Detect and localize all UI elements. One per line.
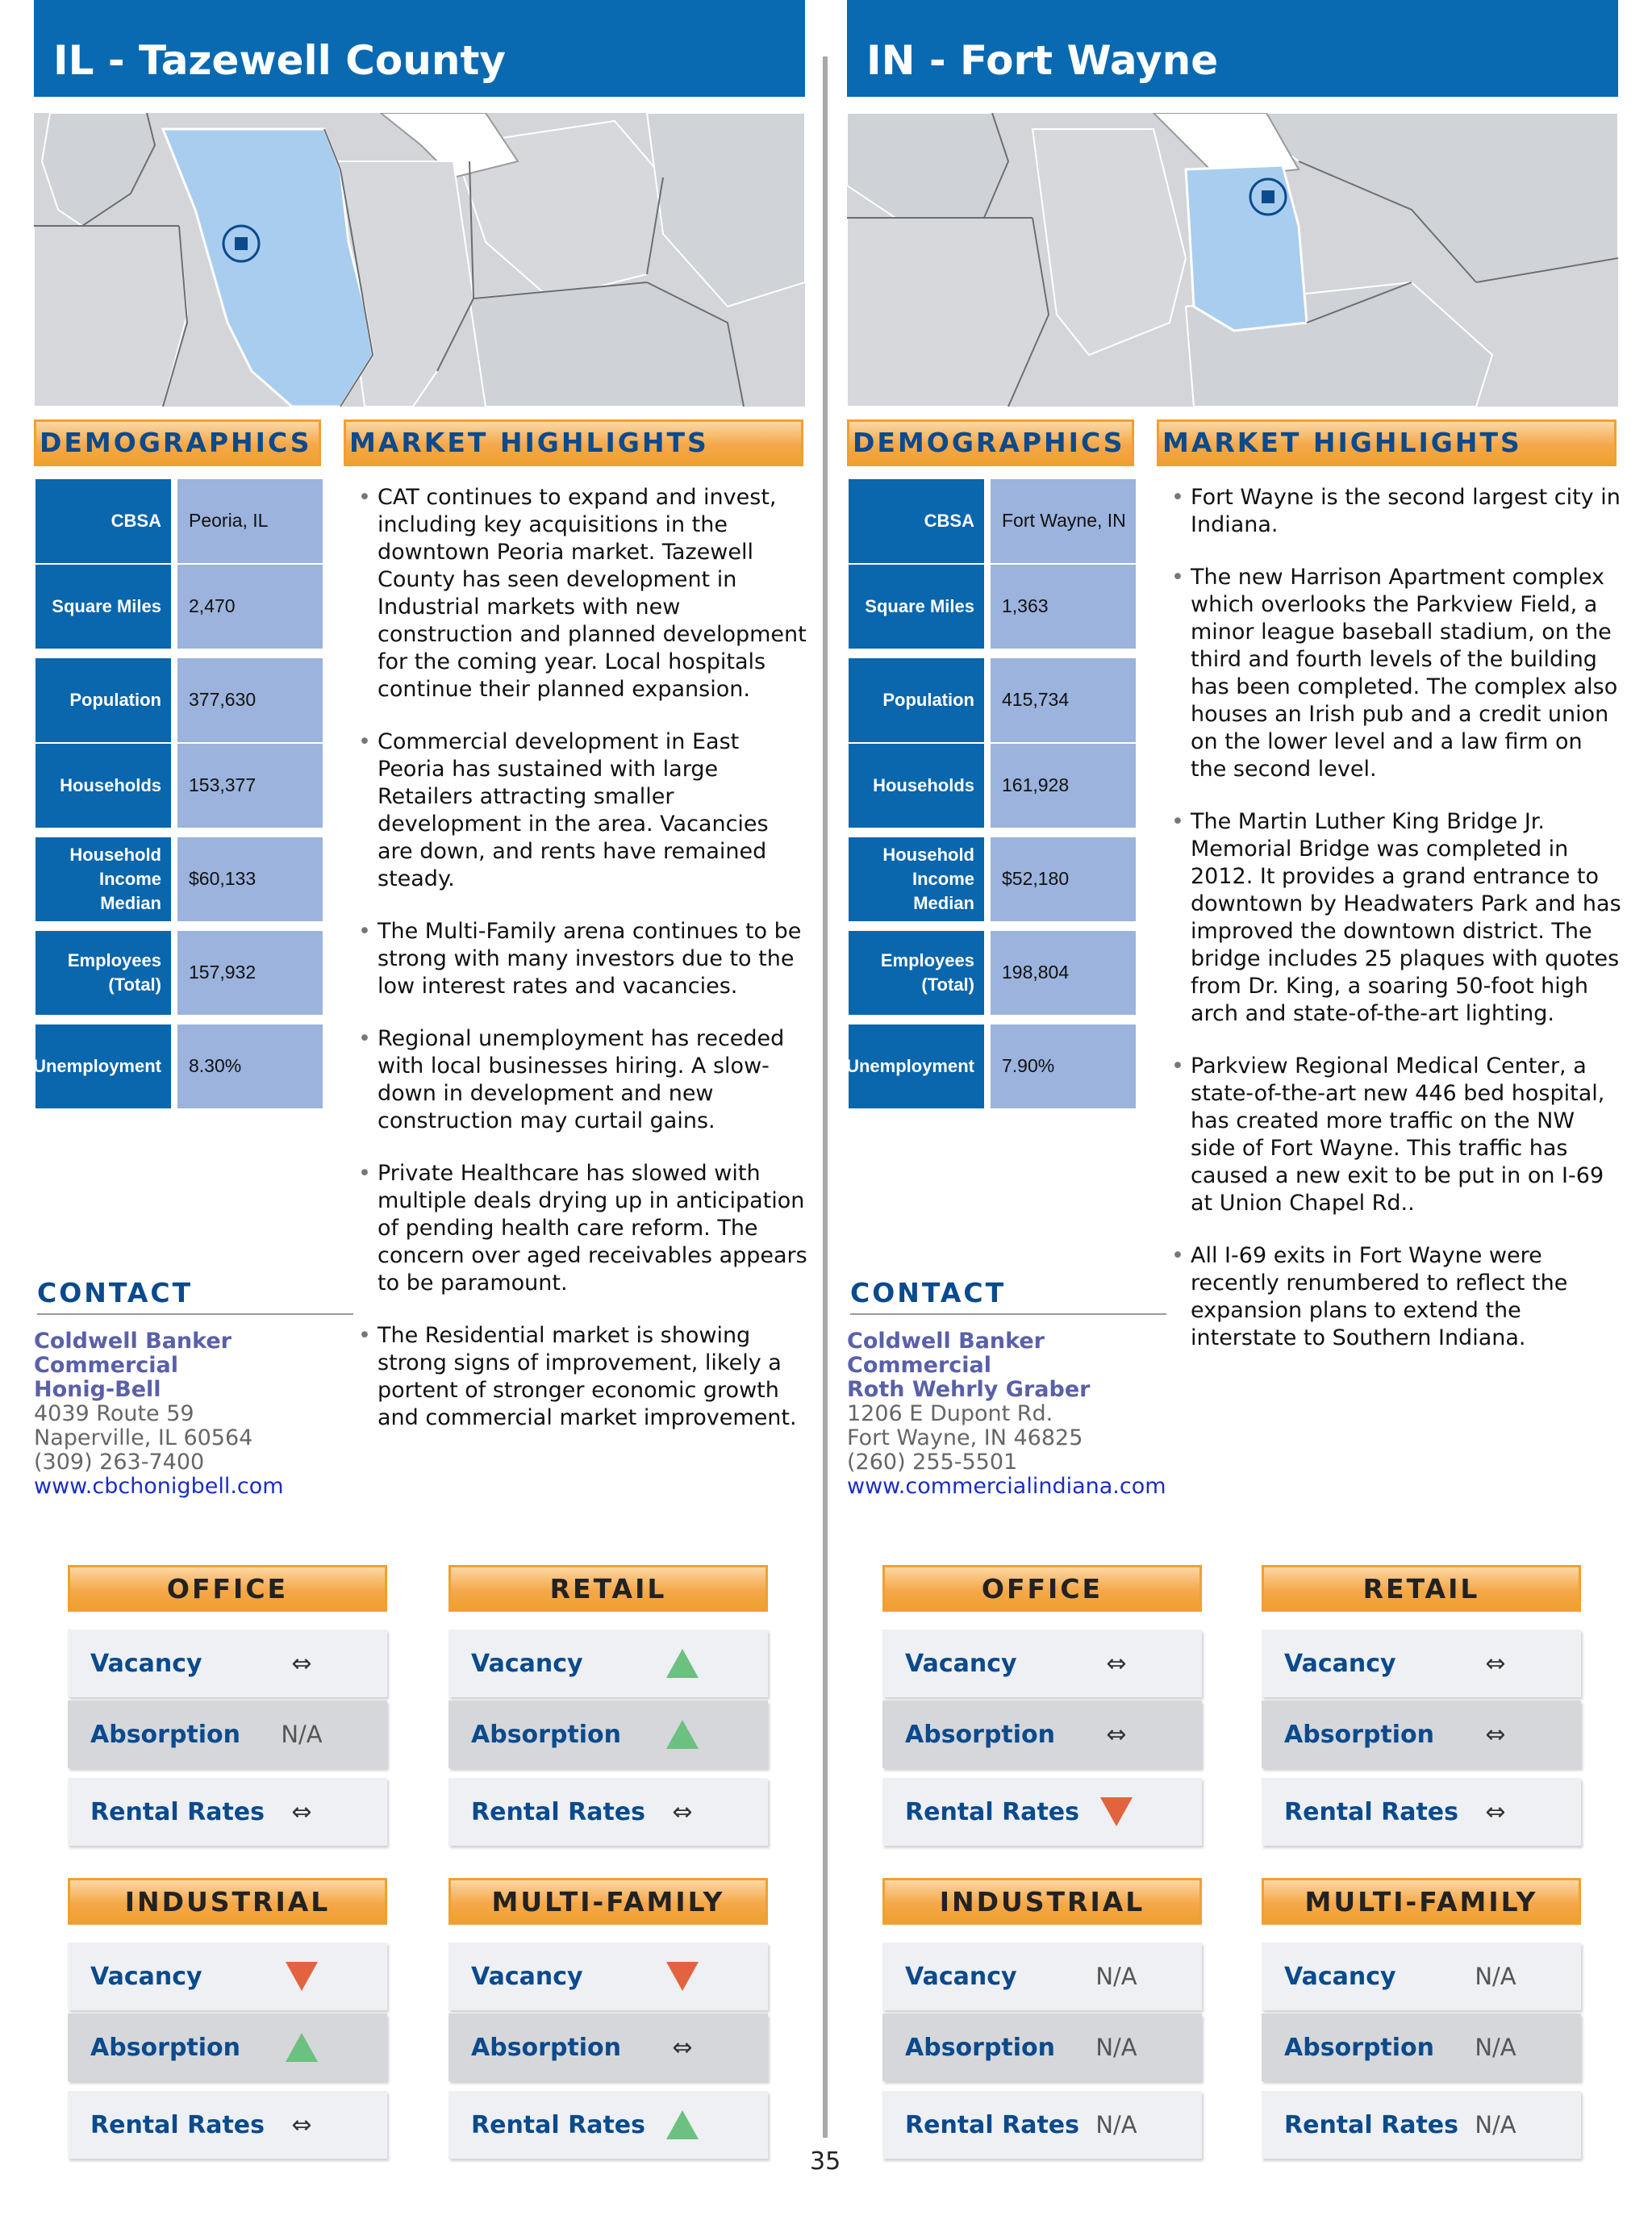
highlight-item: • The new Harrison Apartment complex which overlooks the Parkview Field, a minor league baseball stadium, on the third and fourth levels of the building has been completed. The complex also houses an Irish pub and a credit union on the lower level and a law firm on the second level. [1171,564,1623,783]
demographics-row-households [849,744,1136,828]
row-label: Rental Rates [905,1797,1080,1826]
demographics-label: Square Miles [35,565,171,649]
demographics-label: Household Income Median [849,837,984,921]
card-row-rental-rates [448,1778,768,1846]
card-title: MULTI-FAMILY [1262,1878,1581,1925]
location-marker-icon [235,237,248,250]
card-row-vacancy [448,1630,768,1697]
highlight-state-indiana [1186,165,1307,331]
row-label: Absorption [471,2033,622,2062]
demographics-value: $52,180 [991,837,1136,921]
demographics-row-unemployment [35,1024,323,1108]
row-label: Rental Rates [90,2110,265,2139]
left-right-arrow-icon: ⇔ [1106,1649,1127,1678]
row-label: Vacancy [90,1649,202,1678]
row-label: Absorption [1284,1720,1435,1749]
left-right-arrow-icon: ⇔ [1485,1720,1506,1749]
indicator-text: N/A [281,1721,323,1748]
demographics-label: Square Miles [849,565,984,649]
highlight-item: • Private Healthcare has slowed with multiple deals drying up in anticipation of pending health care reform. The concern over aged receivables appears to be paramount. [358,1160,810,1297]
triangle-up-icon [650,1630,715,1697]
demographics-label: Employees (Total) [849,931,984,1015]
indicator-text: N/A [1095,2111,1137,2139]
highlight-item: • Fort Wayne is the second largest city in Indiana. [1171,484,1623,539]
row-label: Rental Rates [471,1797,646,1826]
triangle-up-icon [650,1700,715,1768]
row-label: Vacancy [90,1962,202,1991]
contact-address-line1: 4039 Route 59 [34,1401,194,1426]
left-card-retail [448,1565,768,1839]
row-label: Absorption [90,2033,241,2062]
row-label: Vacancy [1284,1649,1396,1678]
card-title: OFFICE [68,1565,387,1612]
left-highlights-list [358,484,810,1457]
card-row-absorption [1262,1700,1581,1768]
right-highlights-header: MARKET HIGHLIGHTS [1157,419,1617,466]
card-row-rental-rates [882,2091,1202,2159]
demographics-value: 415,734 [991,658,1136,742]
left-demographics-header: DEMOGRAPHICS [34,419,321,466]
demographics-row-households [35,744,323,828]
card-row-absorption [1262,2013,1581,2081]
triangle-down-icon [269,1942,334,2010]
demographics-row-employees-total [849,931,1136,1015]
row-label: Absorption [1284,2033,1435,2062]
right-card-retail [1262,1565,1581,1839]
right-contact-header: CONTACT [850,1275,1166,1315]
contact-company: Coldwell Banker Commercial [847,1329,1045,1378]
row-label: Vacancy [471,1962,583,1991]
contact-website-link[interactable]: www.commercialindiana.com [847,1474,1166,1499]
card-row-vacancy [882,1630,1202,1697]
demographics-label: Household Income Median [35,837,171,921]
demographics-label: Employees (Total) [35,931,171,1015]
card-row-rental-rates [68,1778,387,1846]
highlight-item: • Commercial development in East Peoria has sustained with large Retailers attracting smaller development in the area. Vacancies are down, and rents have remained steady. [358,728,810,893]
demographics-value: 198,804 [991,931,1136,1015]
demographics-row-square-miles [35,565,323,649]
highlight-item: • The Multi-Family arena continues to be strong with many investors due to the low interest rates and vacancies. [358,918,810,1000]
contact-address-line2: Naperville, IL 60564 [34,1425,253,1450]
right-card-multi-family [1262,1878,1581,2152]
card-row-rental-rates [68,2091,387,2159]
row-label: Rental Rates [905,2110,1080,2139]
demographics-row-population [35,658,323,742]
left-title: IL - Tazewell County [34,0,805,97]
left-right-arrow-icon: ⇔ [672,1797,693,1826]
card-title: INDUSTRIAL [68,1878,387,1925]
indicator-text: N/A [1475,2111,1516,2139]
demographics-value: 153,377 [177,744,323,828]
demographics-value: Peoria, IL [177,479,323,563]
card-row-rental-rates [882,1778,1202,1846]
highlight-item: • Parkview Regional Medical Center, a state-of-the-art new 446 bed hospital, has created more traffic on the NW side of Fort Wayne. This traffic has caused a new exit to be put in on I-69 at Union Chapel Rd.. [1171,1053,1623,1217]
highlight-item: • All I-69 exits in Fort Wayne were recently renumbered to reflect the expansion plans to extend the interstate to Southern Indiana. [1171,1242,1623,1352]
row-label: Absorption [471,1720,622,1749]
demographics-value: 2,470 [177,565,323,649]
demographics-row-cbsa [35,479,323,563]
left-right-arrow-icon: ⇔ [1106,1720,1127,1749]
card-row-rental-rates [1262,1778,1581,1846]
contact-phone: (260) 255-5501 [847,1450,1018,1475]
demographics-row-cbsa [849,479,1136,563]
card-title: OFFICE [882,1565,1202,1612]
indicator-text: N/A [1095,1963,1137,1990]
row-label: Absorption [905,1720,1056,1749]
left-right-arrow-icon: ⇔ [1485,1649,1506,1678]
row-label: Vacancy [471,1649,583,1678]
contact-company: Coldwell Banker Commercial [34,1329,232,1378]
left-contact-header: CONTACT [37,1275,353,1315]
indicator-text: N/A [1095,2034,1137,2061]
center-divider [823,56,828,2138]
demographics-value: 377,630 [177,658,323,742]
card-row-absorption [68,2013,387,2081]
indicator-text: N/A [1475,2034,1516,2061]
contact-office: Honig-Bell [34,1377,161,1402]
left-contact-block [34,1329,357,1499]
demographics-value: 1,363 [991,565,1136,649]
right-card-office [882,1565,1202,1839]
demographics-label: Unemployment [849,1024,984,1108]
card-row-vacancy [1262,1630,1581,1697]
demographics-value: 8.30% [177,1024,323,1108]
row-label: Rental Rates [1284,1797,1459,1826]
demographics-label: Unemployment [35,1024,171,1108]
card-row-vacancy [882,1942,1202,2010]
right-demographics-header: DEMOGRAPHICS [847,419,1134,466]
indicator-text: N/A [1475,1963,1516,1990]
card-row-rental-rates [1262,2091,1581,2159]
card-row-absorption [448,1700,768,1768]
row-label: Vacancy [905,1649,1017,1678]
demographics-row-population [849,658,1136,742]
demographics-label: Population [35,658,171,742]
left-card-industrial [68,1878,387,2152]
left-right-arrow-icon: ⇔ [672,2033,693,2062]
card-row-absorption [882,1700,1202,1768]
right-title: IN - Fort Wayne [847,0,1618,97]
highlight-item: • Regional unemployment has receded with local businesses hiring. A slow-down in development and new construction may curtail gains. [358,1025,810,1135]
row-label: Vacancy [905,1962,1017,1991]
demographics-row-household-income-median [35,837,323,921]
left-right-arrow-icon: ⇔ [291,1649,312,1678]
right-highlights-list [1171,484,1623,1377]
left-card-office [68,1565,387,1839]
left-map [34,113,805,407]
right-map [847,113,1618,407]
card-title: INDUSTRIAL [882,1878,1202,1925]
row-label: Absorption [905,2033,1056,2062]
demographics-row-household-income-median [849,837,1136,921]
demographics-row-employees-total [35,931,323,1015]
page-number: 35 [810,2147,841,2176]
row-label: Vacancy [1284,1962,1396,1991]
left-highlights-header: MARKET HIGHLIGHTS [344,419,803,466]
card-row-vacancy [68,1630,387,1697]
card-row-rental-rates [448,2091,768,2159]
row-label: Rental Rates [1284,2110,1459,2139]
triangle-down-icon [650,1942,715,2010]
row-label: Rental Rates [90,1797,265,1826]
triangle-up-icon [269,2013,334,2081]
left-right-arrow-icon: ⇔ [291,2110,312,2139]
card-row-absorption [882,2013,1202,2081]
demographics-value: $60,133 [177,837,323,921]
demographics-row-unemployment [846,1024,1136,1108]
card-row-absorption [448,2013,768,2081]
contact-address-line2: Fort Wayne, IN 46825 [847,1425,1083,1450]
demographics-value: 157,932 [177,931,323,1015]
highlight-item: • The Residential market is showing strong signs of improvement, likely a portent of stronger economic growth and commercial market improvement. [358,1322,810,1432]
card-title: RETAIL [1262,1565,1581,1612]
card-row-absorption [68,1700,387,1768]
highlight-item: • CAT continues to expand and invest, including key acquisitions in the downtown Peoria market. Tazewell County has seen development in Industrial markets with new construction and planned development for the coming year. Local hospitals continue their planned expansion. [358,484,810,703]
demographics-row-square-miles [849,565,1136,649]
demographics-value: Fort Wayne, IN [991,479,1136,563]
contact-phone: (309) 263-7400 [34,1450,205,1475]
contact-website-link[interactable]: www.cbchonigbell.com [34,1474,284,1499]
right-card-industrial [882,1878,1202,2152]
highlight-item: • The Martin Luther King Bridge Jr. Memorial Bridge was completed in 2012. It provides a grand entrance to downtown by Headwaters Park and has improved the downtown district. The bridge includes 25 plaques with quotes from Dr. King, a soaring 50-foot high arch and state-of-the-art lighting. [1171,808,1623,1028]
left-right-arrow-icon: ⇔ [1485,1797,1506,1826]
location-marker-icon [1262,190,1274,203]
right-contact-block [847,1329,1170,1499]
row-label: Rental Rates [471,2110,646,2139]
triangle-up-icon [650,2091,715,2159]
contact-office: Roth Wehrly Graber [847,1377,1091,1402]
demographics-value: 7.90% [991,1024,1136,1108]
left-card-multi-family [448,1878,768,2152]
left-right-arrow-icon: ⇔ [291,1797,312,1826]
demographics-label: Households [849,744,984,828]
card-title: RETAIL [448,1565,768,1612]
contact-address-line1: 1206 E Dupont Rd. [847,1401,1053,1426]
row-label: Absorption [90,1720,241,1749]
card-row-vacancy [448,1942,768,2010]
card-row-vacancy [1262,1942,1581,2010]
demographics-label: Population [849,658,984,742]
demographics-label: Households [35,744,171,828]
card-title: MULTI-FAMILY [448,1878,768,1925]
card-row-vacancy [68,1942,387,2010]
demographics-label: CBSA [849,479,984,563]
triangle-down-icon [1084,1778,1149,1846]
demographics-label: CBSA [35,479,171,563]
demographics-value: 161,928 [991,744,1136,828]
